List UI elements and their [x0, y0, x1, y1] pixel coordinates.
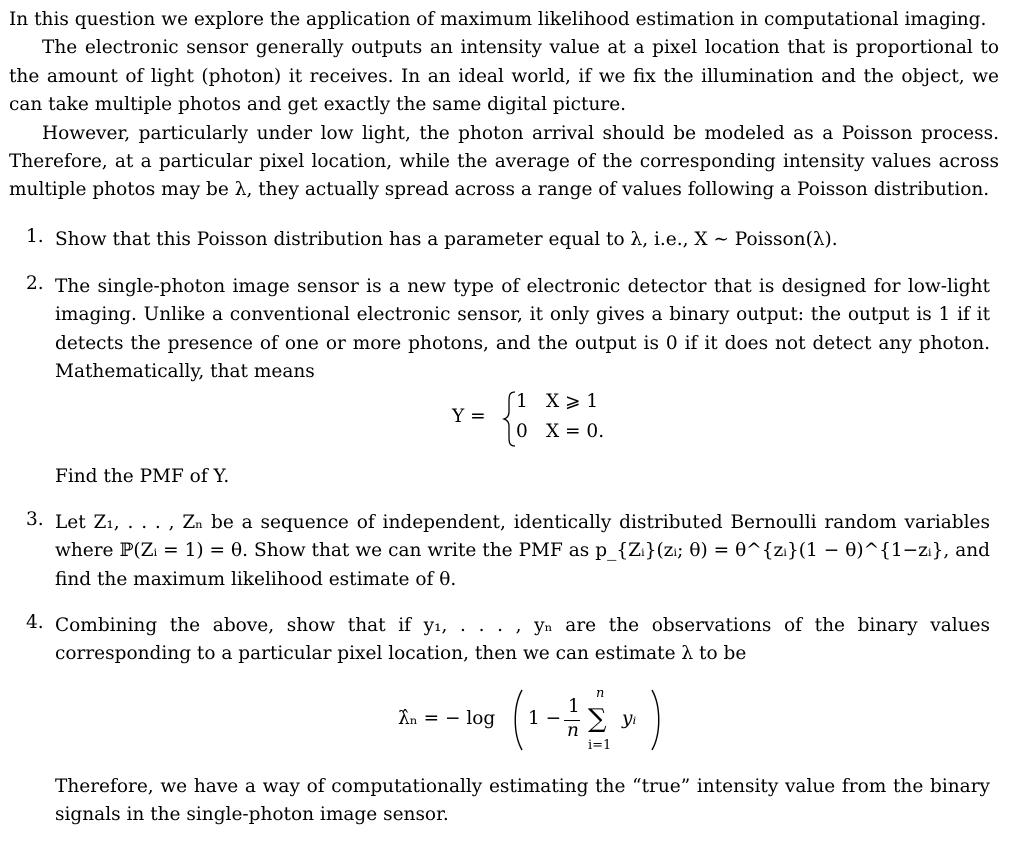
item-number: 4.: [26, 612, 44, 633]
intro-paragraph-poisson: However, particularly under low light, the photon arrival should be modeled as a Poisson process. Therefore, at a particular pixel location, while the average of the corresponding intensity values across multiple photos may be λ, they actually spread across a range of values following a Poisson distribution.: [9, 122, 999, 201]
left-paren-icon: [510, 688, 524, 752]
item-number: 1.: [26, 226, 44, 247]
estimate-equation: [398, 682, 678, 762]
item-followup: Find the PMF of Y.: [55, 466, 230, 487]
intro-line: In this question we explore the application of maximum likelihood estimation in computational imaging.: [9, 9, 987, 30]
piecewise-equation: [452, 390, 652, 450]
fraction-numerator: 1: [568, 696, 580, 717]
sum-symbol: ∑: [588, 704, 607, 734]
sum-upper-limit: n: [596, 686, 605, 701]
item-text: The single-photon image sensor is a new type of electronic detector that is designed for low-light imaging. Unlike a conventional electronic sensor, it only gives a binary output: the output is 1 if it detects the presence of one or more photons, and the output is 0 if it does not detect any photon. Mathematically, that means: [55, 276, 990, 383]
estimate-lhs: λ̂ₙ = − log: [398, 708, 496, 729]
right-paren-icon: [650, 688, 664, 752]
item-text: Show that this Poisson distribution has a parameter equal to λ, i.e., X ∼ Poisson(λ).: [55, 229, 838, 250]
intro-paragraph-sensor: The electronic sensor generally outputs an intensity value at a pixel location that is proportional to the amount of light (photon) it receives. In an ideal world, if we fix the illumination and the object, we can take multiple photos and get exactly the same digital picture.: [9, 37, 999, 116]
estimate-one-minus: 1 −: [528, 708, 562, 729]
sum-term: yᵢ: [622, 708, 637, 729]
item-conclusion: Therefore, we have a way of computationally estimating the “true” intensity value from the binary signals in the single-photon image sensor.: [55, 776, 990, 826]
sum-lower-limit: i=1: [588, 738, 612, 753]
item-number: 3.: [26, 509, 44, 530]
item-text: Let Z₁, . . . , Zₙ be a sequence of independent, identically distributed Bernoulli random variables where ℙ(Zᵢ = 1) = θ. Show that we can write the PMF as p_{Zᵢ}(zᵢ; θ) = θ^{zᵢ}(1 − θ)^{1−zᵢ}, and find the maximum likelihood estimate of θ.: [55, 512, 990, 590]
fraction-denominator: n: [567, 720, 579, 741]
piecewise-row1-value: 1: [516, 391, 528, 412]
item-number: 2.: [26, 273, 44, 294]
piecewise-lhs: Y =: [452, 406, 486, 427]
piecewise-row1-condition: X ⩾ 1: [546, 391, 599, 412]
item-text: Combining the above, show that if y₁, . . . , yₙ are the observations of the binary values corresponding to a particular pixel location, then we can estimate λ to be: [55, 615, 990, 665]
intro: [9, 6, 999, 205]
piecewise-row2-condition: X = 0.: [546, 421, 605, 442]
piecewise-row2-value: 0: [516, 421, 528, 442]
